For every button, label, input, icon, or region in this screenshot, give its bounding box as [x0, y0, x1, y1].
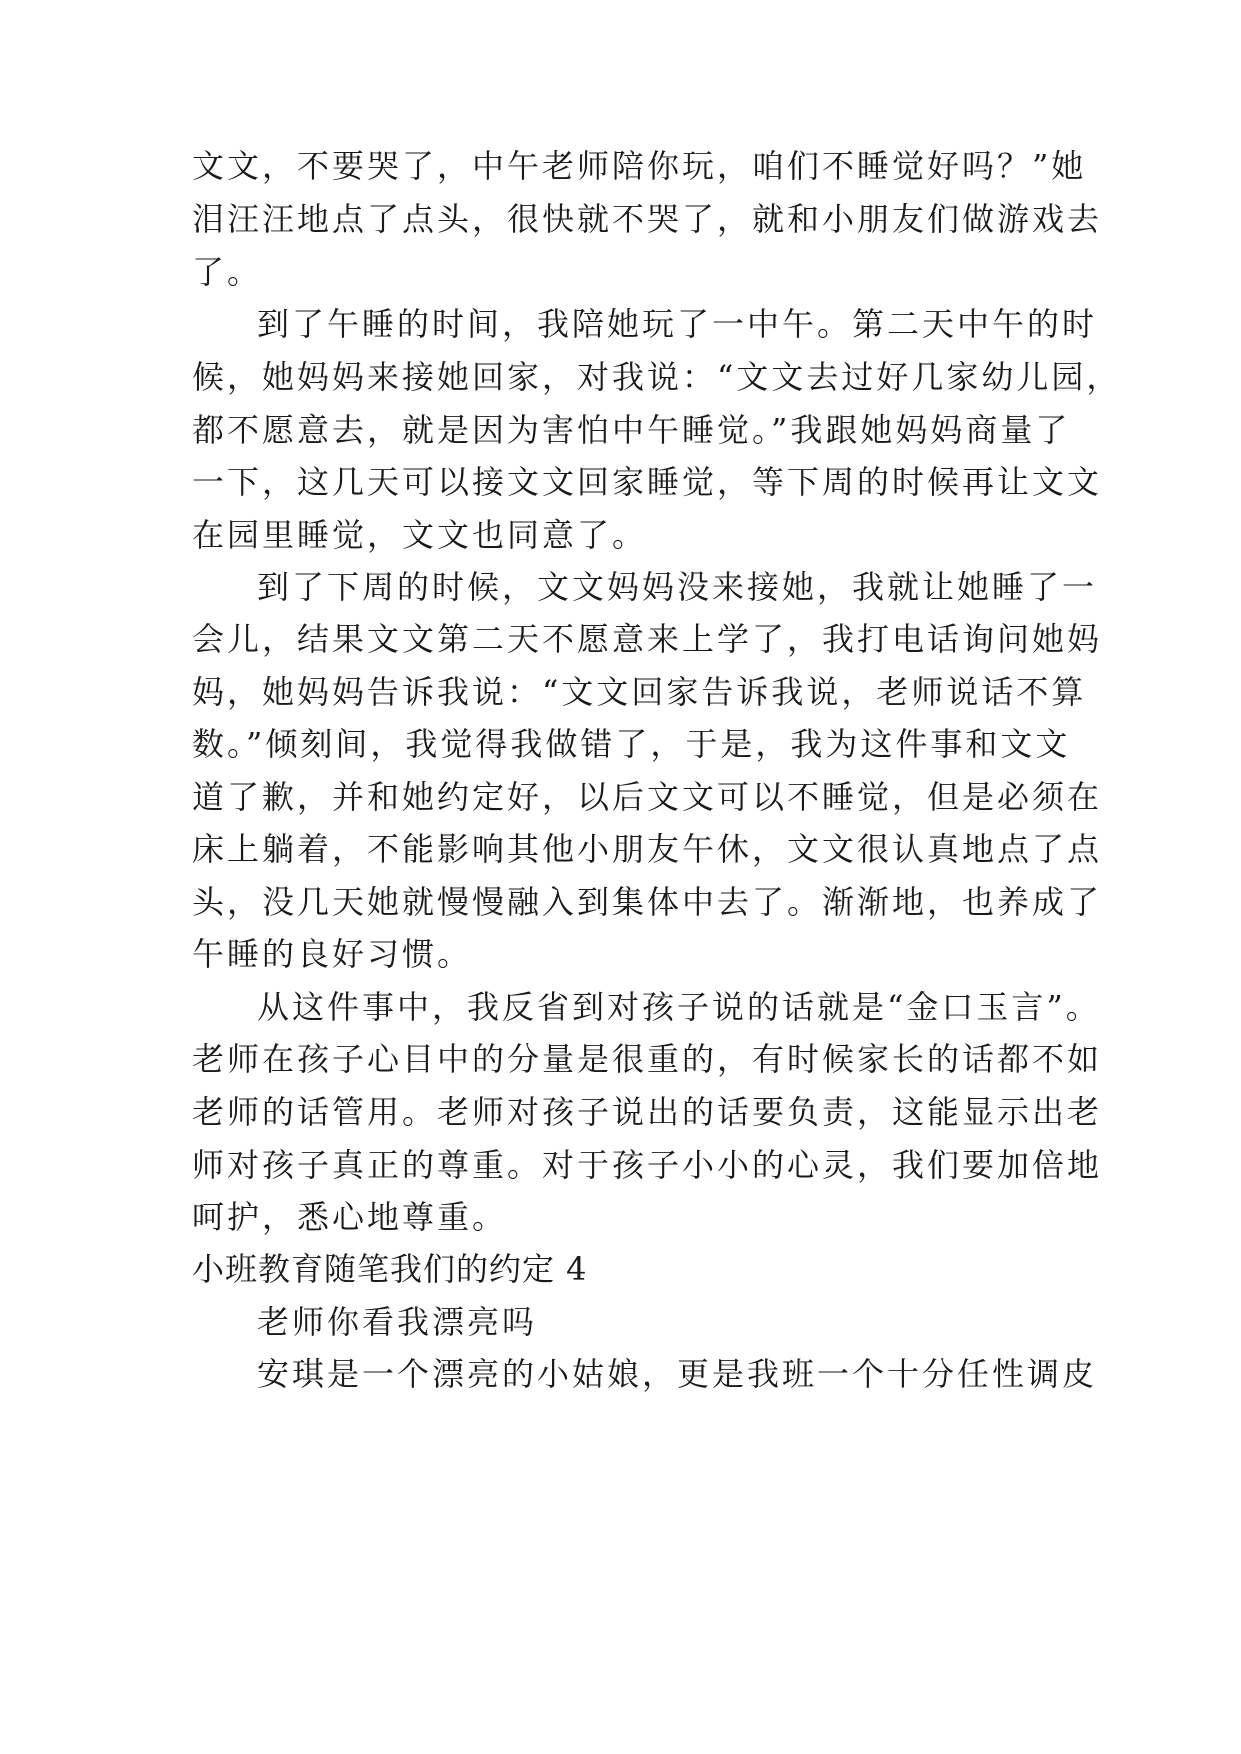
subheading: 老师你看我漂亮吗 [257, 1303, 538, 1341]
text-line: 了。 [192, 253, 263, 291]
paragraph-start: 到了下周的时候，文文妈妈没来接她，我就让她睡了一 [257, 568, 1098, 606]
text-line: 师对孩子真正的尊重。对于孩子小小的心灵，我们要加倍地 [192, 1146, 1103, 1184]
section-heading: 小班教育随笔我们的约定 4 [192, 1250, 588, 1288]
text-line: 会儿，结果文文第二天不愿意来上学了，我打电话询问她妈 [192, 620, 1103, 658]
text-line: 在园里睡觉，文文也同意了。 [192, 516, 648, 554]
text-line: 泪汪汪地点了点头，很快就不哭了，就和小朋友们做游戏去 [192, 200, 1103, 238]
paragraph-start: 从这件事中，我反省到对孩子说的话就是“金口玉言”。 [257, 988, 1101, 1026]
text-line: 头，没几天她就慢慢融入到集体中去了。渐渐地，也养成了 [192, 883, 1103, 921]
paragraph-start: 安琪是一个漂亮的小姑娘，更是我班一个十分任性调皮 [257, 1355, 1098, 1393]
text-line: 都不愿意去，就是因为害怕中午睡觉。”我跟她妈妈商量了 [192, 411, 1071, 449]
text-line: 老师的话管用。老师对孩子说出的话要负责，这能显示出老 [192, 1093, 1103, 1131]
text-line: 道了歉，并和她约定好，以后文文可以不睡觉，但是必须在 [192, 778, 1103, 816]
text-line: 老师在孩子心目中的分量是很重的，有时候家长的话都不如 [192, 1040, 1103, 1078]
text-line: 一下，这几天可以接文文回家睡觉，等下周的时候再让文文 [192, 463, 1103, 501]
text-line: 数。”倾刻间，我觉得我做错了，于是，我为这件事和文文 [192, 725, 1071, 763]
paragraph-start: 到了午睡的时间，我陪她玩了一中午。第二天中午的时 [257, 305, 1098, 343]
text-line: 妈，她妈妈告诉我说：“文文回家告诉我说，老师说话不算 [192, 673, 1087, 711]
text-line: 候，她妈妈来接她回家，对我说：“文文去过好几家幼儿园， [192, 358, 1122, 396]
text-line: 床上躺着，不能影响其他小朋友午休，文文很认真地点了点 [192, 830, 1103, 868]
text-line: 呵护，悉心地尊重。 [192, 1198, 508, 1236]
text-line: 午睡的良好习惯。 [192, 935, 473, 973]
text-line: 文文，不要哭了，中午老师陪你玩，咱们不睡觉好吗？”她 [192, 147, 1087, 185]
